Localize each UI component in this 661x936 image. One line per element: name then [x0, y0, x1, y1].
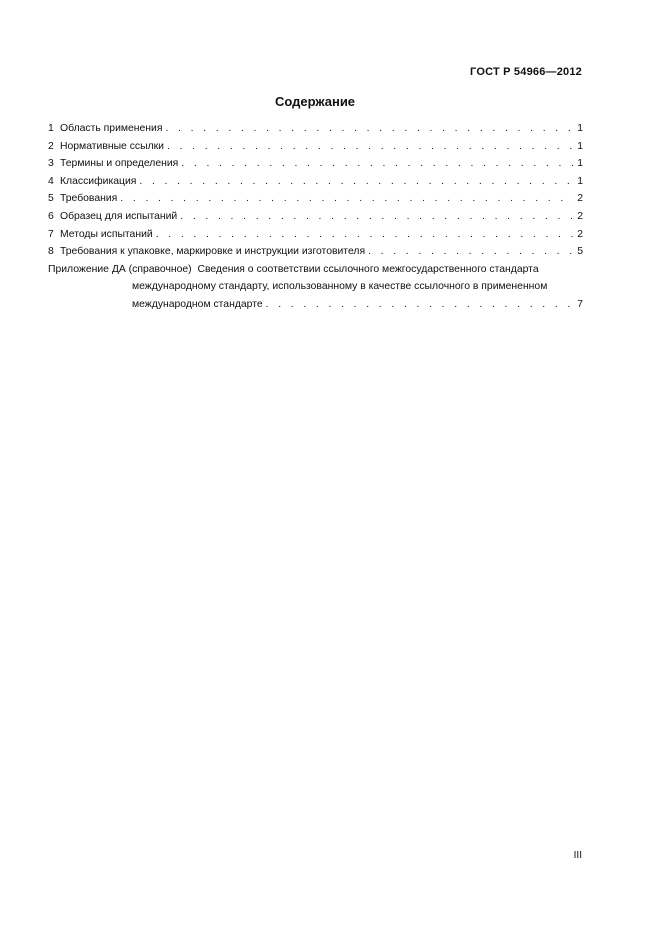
- toc-entry-number: 1: [48, 123, 54, 134]
- toc-entry-number: 6: [48, 210, 54, 222]
- toc-entry-page: 2: [577, 210, 583, 222]
- toc-entry-number: 5: [48, 193, 54, 205]
- toc-entry-label: Область применения: [60, 123, 163, 134]
- toc-entry-7[interactable]: [48, 226, 583, 244]
- toc-entry-6[interactable]: [48, 208, 583, 226]
- toc-entry-2[interactable]: [48, 138, 583, 156]
- page-title: Содержание: [274, 94, 356, 109]
- annex-title-line-1: Сведения о соответствии ссылочного межгосударственного стандарта: [197, 263, 539, 275]
- toc-entry-number: 8: [48, 246, 54, 258]
- toc-entry-label: Классификация: [60, 175, 137, 187]
- annex-title-line-2: международному стандарту, использованному в качестве ссылочного в примененном: [132, 281, 548, 293]
- toc-entry-label: Нормативные ссылки: [60, 140, 164, 152]
- table-of-contents: [48, 120, 583, 314]
- toc-entry-1[interactable]: [48, 120, 583, 138]
- toc-entry-page: 1: [577, 140, 583, 152]
- page-number: III: [573, 850, 582, 861]
- toc-entry-8[interactable]: [48, 243, 583, 261]
- dot-leader: [139, 173, 574, 191]
- toc-entry-number: 7: [48, 228, 54, 240]
- toc-entry-number: 4: [48, 175, 54, 187]
- dot-leader: [156, 226, 575, 244]
- toc-entry-label: Требования: [60, 193, 118, 205]
- toc-entry-page: 2: [577, 193, 583, 205]
- dot-leader: [167, 138, 574, 156]
- dot-leader: [165, 120, 574, 138]
- dot-leader: [180, 208, 574, 226]
- toc-entry-page: 2: [577, 228, 583, 240]
- annex-page: 7: [577, 298, 583, 310]
- toc-entry-number: 2: [48, 140, 54, 152]
- toc-entry-label: Термины и определения: [60, 158, 179, 170]
- document-code: ГОСТ Р 54966—2012: [470, 66, 582, 78]
- toc-entry-page: 5: [577, 246, 583, 258]
- toc-entry-label: Методы испытаний: [60, 228, 153, 240]
- toc-entry-page: 1: [577, 158, 583, 170]
- toc-entry-label: Образец для испытаний: [60, 210, 178, 222]
- toc-entry-number: 3: [48, 158, 54, 170]
- toc-entry-4[interactable]: [48, 173, 583, 191]
- toc-entry-label: Требования к упаковке, маркировке и инструкции изготовителя: [60, 246, 366, 258]
- dot-leader: [181, 155, 574, 173]
- toc-entry-page: 1: [577, 123, 583, 134]
- dot-leader: [120, 190, 574, 208]
- dot-leader: [266, 296, 575, 314]
- annex-title-line-3: международном стандарте: [132, 298, 263, 310]
- toc-entry-page: 1: [577, 175, 583, 187]
- annex-first-line: [48, 261, 583, 279]
- toc-entry-5[interactable]: [48, 190, 583, 208]
- toc-entry-3[interactable]: [48, 155, 583, 173]
- dot-leader: [368, 243, 574, 261]
- toc-entry-annex-da[interactable]: [48, 261, 583, 314]
- annex-last-line: [48, 296, 583, 314]
- annex-label: Приложение ДА (справочное): [48, 263, 192, 275]
